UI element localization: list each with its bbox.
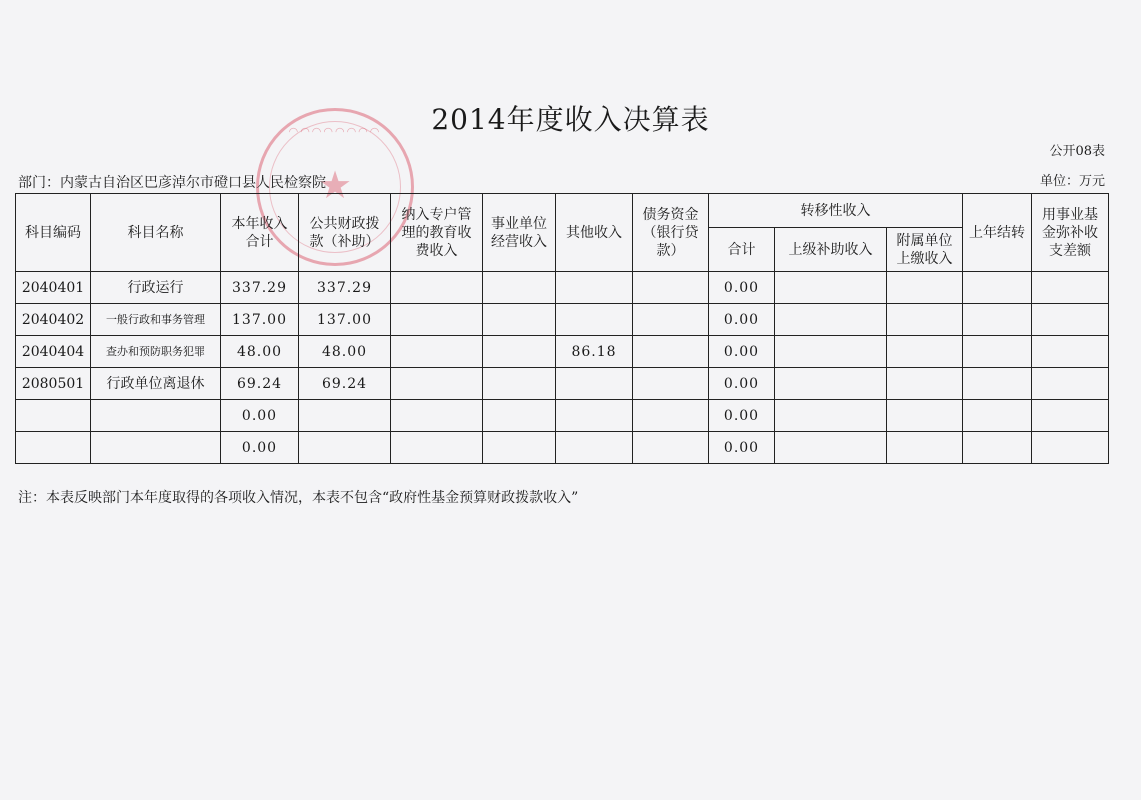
cell-code: 2080501 <box>16 368 91 400</box>
header-total: 本年收入合计 <box>221 194 299 272</box>
cell-public-fiscal: 337.29 <box>299 272 391 304</box>
cell-other <box>556 272 633 304</box>
form-number: 公开08表 <box>1049 144 1105 159</box>
cell-transfer-affiliated <box>887 432 963 464</box>
cell-total: 48.00 <box>221 336 299 368</box>
table-row <box>16 400 1109 432</box>
cell-code: 2040404 <box>16 336 91 368</box>
cell-transfer-total: 0.00 <box>709 368 775 400</box>
cell-debt <box>633 336 709 368</box>
cell-total: 69.24 <box>221 368 299 400</box>
cell-carryover <box>963 400 1032 432</box>
cell-special-edu <box>391 272 483 304</box>
cell-transfer-superior <box>775 400 887 432</box>
cell-fund-balance <box>1032 272 1109 304</box>
cell-fund-balance <box>1032 400 1109 432</box>
header-transfer-total: 合计 <box>709 228 775 272</box>
cell-total: 337.29 <box>221 272 299 304</box>
cell-business <box>483 304 556 336</box>
table-row <box>16 272 1109 304</box>
cell-special-edu <box>391 432 483 464</box>
cell-transfer-affiliated <box>887 336 963 368</box>
header-carryover: 上年结转 <box>963 194 1032 272</box>
header-special-edu: 纳入专户管理的教育收费收入 <box>391 194 483 272</box>
header-name: 科目名称 <box>91 194 221 272</box>
cell-transfer-superior <box>775 432 887 464</box>
cell-fund-balance <box>1032 432 1109 464</box>
header-transfer-superior: 上级补助收入 <box>775 228 887 272</box>
cell-code <box>16 400 91 432</box>
table-row <box>16 336 1109 368</box>
cell-total: 137.00 <box>221 304 299 336</box>
header-code: 科目编码 <box>16 194 91 272</box>
cell-code <box>16 432 91 464</box>
seal-arc-text: ◠◠◠◠◠◠◠◠ <box>288 125 382 138</box>
cell-special-edu <box>391 304 483 336</box>
cell-debt <box>633 272 709 304</box>
cell-transfer-total: 0.00 <box>709 336 775 368</box>
table-row <box>16 304 1109 336</box>
cell-fund-balance <box>1032 368 1109 400</box>
cell-debt <box>633 304 709 336</box>
cell-name <box>91 432 221 464</box>
table-row <box>16 368 1109 400</box>
cell-fund-balance <box>1032 336 1109 368</box>
cell-transfer-superior <box>775 336 887 368</box>
cell-other <box>556 400 633 432</box>
cell-public-fiscal <box>299 432 391 464</box>
cell-code: 2040401 <box>16 272 91 304</box>
cell-public-fiscal: 48.00 <box>299 336 391 368</box>
header-public-fiscal: 公共财政拨款（补助） <box>299 194 391 272</box>
cell-other: 86.18 <box>556 336 633 368</box>
cell-name: 行政运行 <box>91 272 221 304</box>
cell-business <box>483 272 556 304</box>
cell-public-fiscal: 137.00 <box>299 304 391 336</box>
cell-name: 查办和预防职务犯罪 <box>91 336 221 368</box>
cell-total: 0.00 <box>221 432 299 464</box>
cell-transfer-total: 0.00 <box>709 432 775 464</box>
cell-special-edu <box>391 336 483 368</box>
cell-special-edu <box>391 400 483 432</box>
cell-transfer-affiliated <box>887 304 963 336</box>
cell-carryover <box>963 272 1032 304</box>
header-business: 事业单位经营收入 <box>483 194 556 272</box>
unit-label: 单位：万元 <box>1039 174 1105 189</box>
table-row <box>16 432 1109 464</box>
cell-special-edu <box>391 368 483 400</box>
income-table <box>15 193 1109 464</box>
cell-transfer-superior <box>775 368 887 400</box>
cell-public-fiscal: 69.24 <box>299 368 391 400</box>
cell-other <box>556 304 633 336</box>
header-other: 其他收入 <box>556 194 633 272</box>
header-transfer-affiliated: 附属单位上缴收入 <box>887 228 963 272</box>
document-title: 2014年度收入决算表 <box>431 103 710 136</box>
cell-transfer-affiliated <box>887 400 963 432</box>
cell-business <box>483 336 556 368</box>
cell-carryover <box>963 432 1032 464</box>
cell-other <box>556 432 633 464</box>
header-fund-balance: 用事业基金弥补收支差额 <box>1032 194 1109 272</box>
cell-name: 一般行政和事务管理 <box>91 304 221 336</box>
cell-debt <box>633 432 709 464</box>
cell-fund-balance <box>1032 304 1109 336</box>
cell-transfer-total: 0.00 <box>709 400 775 432</box>
cell-carryover <box>963 336 1032 368</box>
cell-code: 2040402 <box>16 304 91 336</box>
footnote: 注：本表反映部门本年度取得的各项收入情况，本表不包含“政府性基金预算财政拨款收入” <box>18 490 579 506</box>
cell-total: 0.00 <box>221 400 299 432</box>
cell-business <box>483 432 556 464</box>
cell-transfer-superior <box>775 304 887 336</box>
cell-debt <box>633 368 709 400</box>
header-debt: 债务资金（银行贷款） <box>633 194 709 272</box>
header-transfer-group: 转移性收入 <box>709 194 963 228</box>
cell-transfer-total: 0.00 <box>709 272 775 304</box>
cell-transfer-affiliated <box>887 368 963 400</box>
cell-business <box>483 400 556 432</box>
cell-transfer-total: 0.00 <box>709 304 775 336</box>
cell-carryover <box>963 304 1032 336</box>
cell-debt <box>633 400 709 432</box>
cell-transfer-affiliated <box>887 272 963 304</box>
cell-transfer-superior <box>775 272 887 304</box>
cell-business <box>483 368 556 400</box>
department-label: 部门：内蒙古自治区巴彦淖尔市磴口县人民检察院 <box>18 175 326 191</box>
cell-public-fiscal <box>299 400 391 432</box>
cell-name: 行政单位离退休 <box>91 368 221 400</box>
seal-star-icon: ★ <box>317 163 353 207</box>
cell-name <box>91 400 221 432</box>
cell-carryover <box>963 368 1032 400</box>
cell-other <box>556 368 633 400</box>
